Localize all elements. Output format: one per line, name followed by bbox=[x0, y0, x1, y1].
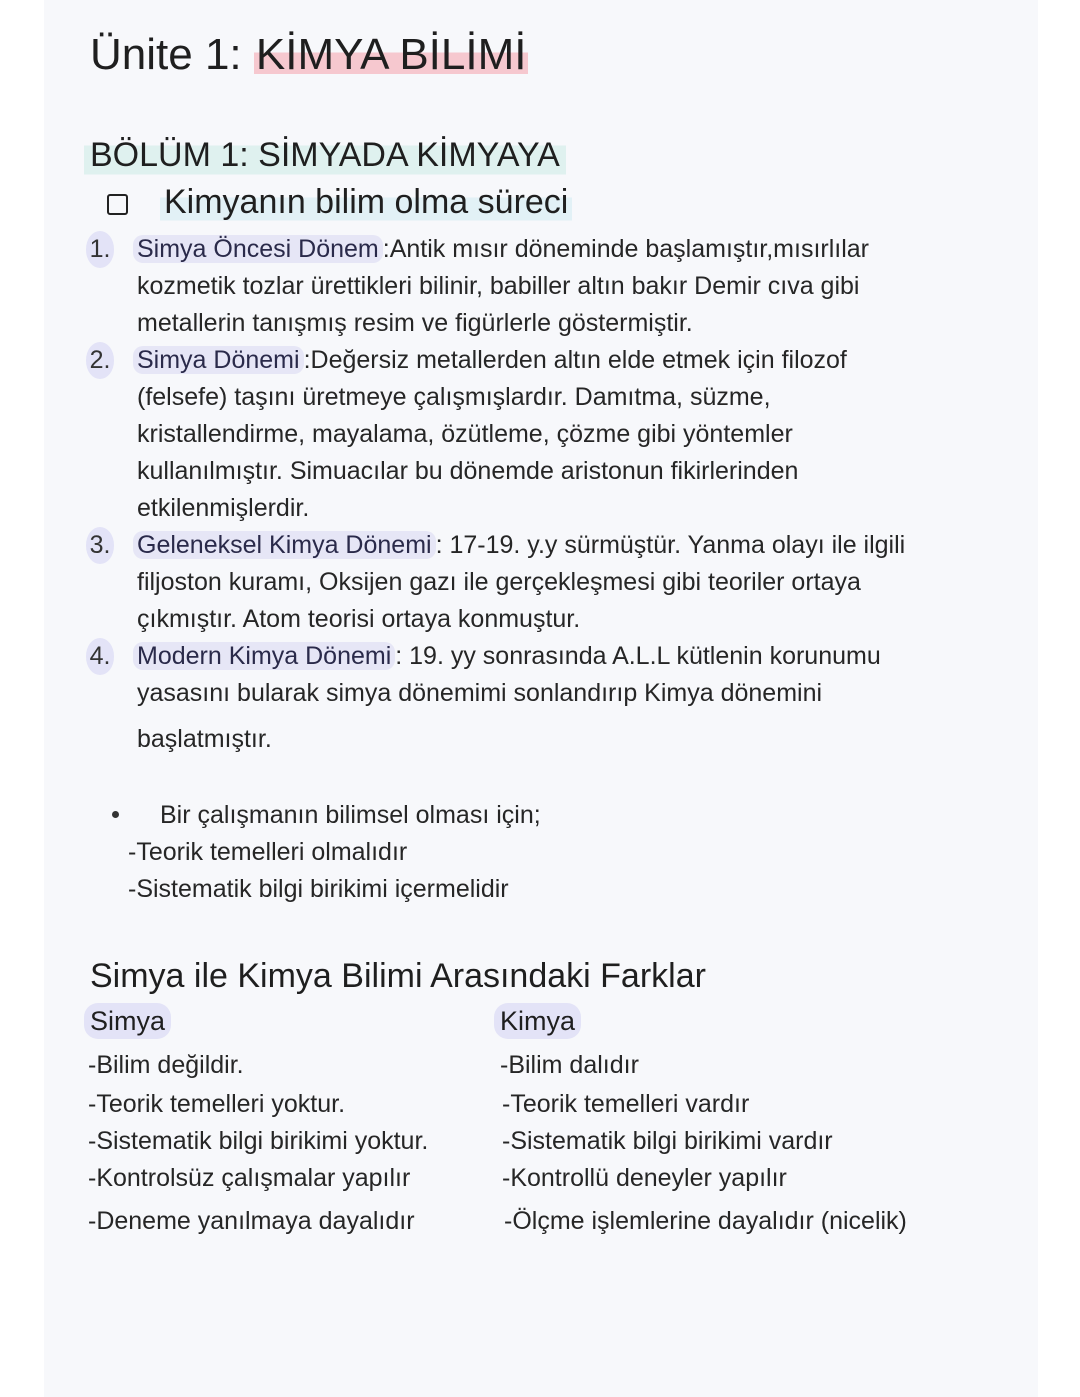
title-prefix: Ünite 1: bbox=[90, 30, 254, 79]
table-cell: -Sistematik bilgi birikimi vardır bbox=[502, 1127, 833, 1155]
list-item-line: kozmetik tozlar ürettikleri bilinir, babiller altın bakır Demir cıva gibi bbox=[137, 272, 860, 300]
list-item: Simya Dönemi :Değersiz metallerden altın elde etmek için filozof bbox=[137, 342, 847, 379]
list-number: 2. bbox=[80, 342, 120, 379]
list-item-line: metallerin tanışmış resim ve figürlerle göstermiştir. bbox=[137, 309, 693, 337]
bullet-sub: -Teorik temelleri olmalıdır bbox=[128, 838, 408, 866]
section-heading: BÖLÜM 1: SİMYADA KİMYAYA bbox=[84, 133, 566, 177]
list-item: Geleneksel Kimya Dönemi : 17-19. y.y sürmüştür. Yanma olayı ile ilgili bbox=[137, 527, 905, 564]
table-cell: -Bilim dalıdır bbox=[500, 1051, 639, 1079]
table-cell: -Kontrolsüz çalışmalar yapılır bbox=[88, 1164, 411, 1192]
title-highlight: KİMYA BİLİMİ bbox=[255, 30, 527, 79]
list-item-line: çıkmıştır. Atom teorisi ortaya konmuştur. bbox=[137, 605, 581, 633]
comparison-heading: Simya ile Kimya Bilimi Arasındaki Farklar bbox=[90, 957, 706, 995]
table-cell: -Kontrollü deneyler yapılır bbox=[502, 1164, 787, 1192]
column-header-kimya: Kimya bbox=[494, 1003, 581, 1039]
bullet-text: Bir çalışmanın bilimsel olması için; bbox=[160, 801, 541, 829]
list-item-line: filjoston kuramı, Oksijen gazı ile gerçekleşmesi gibi teoriler ortaya bbox=[137, 568, 861, 596]
list-number: 3. bbox=[80, 527, 120, 564]
table-cell: -Teorik temelleri yoktur. bbox=[88, 1090, 346, 1118]
bullet-icon bbox=[112, 811, 119, 818]
checkbox-icon[interactable] bbox=[107, 194, 128, 215]
list-item-line: başlatmıştır. bbox=[137, 725, 272, 753]
table-cell: -Bilim değildir. bbox=[88, 1051, 244, 1079]
list-number: 1. bbox=[80, 231, 120, 268]
subtitle: Kimyanın bilim olma süreci bbox=[160, 180, 572, 224]
list-item: Modern Kimya Dönemi : 19. yy sonrasında A.L.L kütlenin korunumu bbox=[137, 638, 881, 675]
period-term: Modern Kimya Dönemi bbox=[133, 642, 395, 670]
table-cell: -Teorik temelleri vardır bbox=[502, 1090, 750, 1118]
period-term: Simya Dönemi bbox=[133, 346, 304, 374]
bullet-sub: -Sistematik bilgi birikimi içermelidir bbox=[128, 875, 509, 903]
list-item-line: kullanılmıştır. Simuacılar bu dönemde aristonun fikirlerinden bbox=[137, 457, 799, 485]
list-item: Simya Öncesi Dönem :Antik mısır döneminde başlamıştır,mısırlılar bbox=[137, 231, 869, 268]
table-cell: -Sistematik bilgi birikimi yoktur. bbox=[88, 1127, 429, 1155]
list-item-line: (felsefe) taşını üretmeye çalışmışlardır. Damıtma, süzme, bbox=[137, 383, 771, 411]
table-cell: -Ölçme işlemlerine dayalıdır (nicelik) bbox=[504, 1207, 907, 1235]
list-item-line: yasasını bularak simya dönemimi sonlandırıp Kimya dönemini bbox=[137, 679, 823, 707]
list-item-line: etkilenmişlerdir. bbox=[137, 494, 310, 522]
period-term: Simya Öncesi Dönem bbox=[133, 235, 383, 263]
list-item-line: kristallendirme, mayalama, özütleme, çözme gibi yöntemler bbox=[137, 420, 793, 448]
period-term: Geleneksel Kimya Dönemi bbox=[133, 531, 436, 559]
column-header-simya: Simya bbox=[84, 1003, 171, 1039]
table-cell: -Deneme yanılmaya dayalıdır bbox=[88, 1207, 415, 1235]
page-title bbox=[90, 28, 528, 82]
list-number: 4. bbox=[80, 638, 120, 675]
